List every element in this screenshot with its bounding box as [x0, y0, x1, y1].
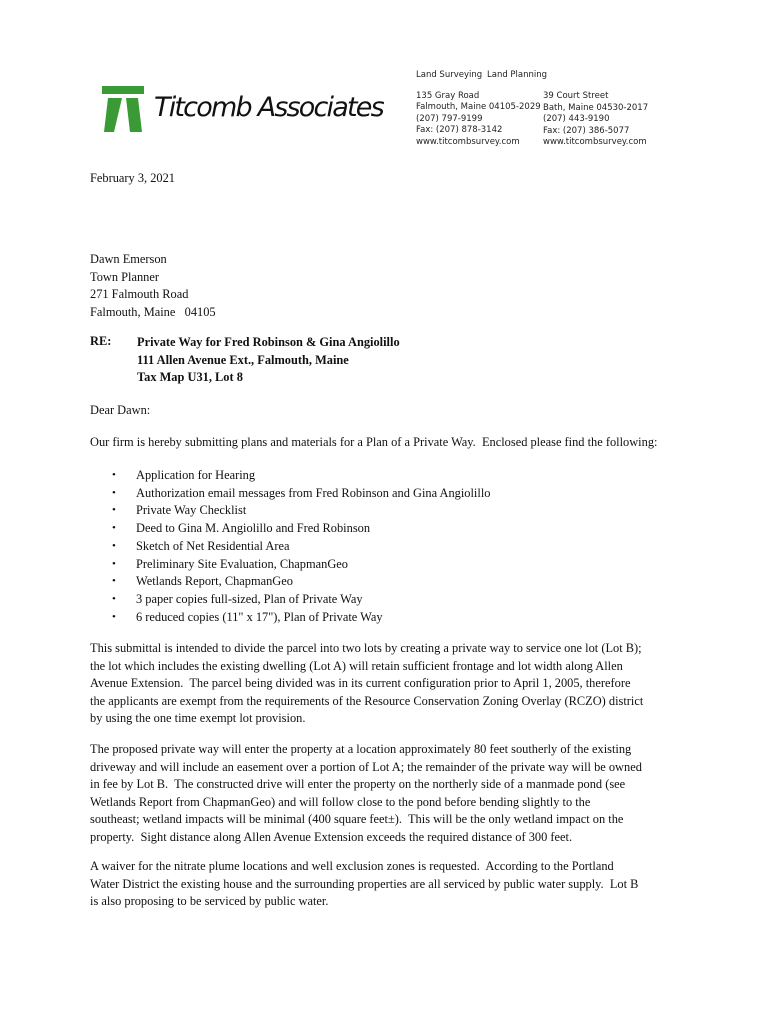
list-item: • 3 paper copies full-sized, Plan of Private Way	[90, 591, 490, 609]
bullet-icon: •	[112, 486, 116, 499]
bullet-icon: •	[112, 610, 116, 623]
letter-date: February 3, 2021	[90, 171, 175, 185]
body-paragraph-2: The proposed private way will enter the property at a location approximately 80 feet southerly of the existing driveway and will include an easement over a portion of Lot A; the remainder of the private way will be owned in fee by Lot B. The constructed drive will enter the property on the northerly side of a manmade pond (see Wetlands Report from ChapmanGeo) and will follow close to the pond before bending slightly to the southeast; wetland impacts will be minimal (400 square feet±). This will be the only wetland impact on the property. Sight distance along Allen Avenue Extension exceeds the required distance of 300 feet.	[90, 742, 642, 844]
office-bath	[543, 91, 648, 149]
re-subject	[137, 334, 400, 387]
bath-fax: Fax: (207) 386-5077	[543, 125, 630, 136]
bath-website[interactable]: www.titcombsurvey.com	[543, 137, 647, 148]
list-item: • Application for Hearing	[90, 467, 490, 485]
bath-street: 39 Court Street	[543, 91, 609, 101]
salutation: Dear Dawn:	[90, 403, 151, 417]
list-item: • Wetlands Report, ChapmanGeo	[90, 573, 490, 591]
bullet-icon: •	[112, 557, 116, 570]
list-item: • Private Way Checklist	[90, 502, 490, 520]
re-line: 111 Allen Avenue Ext., Falmouth, Maine	[137, 352, 349, 367]
re-line: Private Way for Fred Robinson & Gina Angiolillo	[137, 335, 400, 349]
list-item: • Sketch of Net Residential Area	[90, 538, 490, 556]
re-line: Tax Map U31, Lot 8	[137, 370, 243, 385]
falmouth-city: Falmouth, Maine 04105-2029	[416, 102, 541, 113]
falmouth-website[interactable]: www.titcombsurvey.com	[416, 136, 520, 147]
re-label: RE:	[90, 334, 112, 348]
recipient-street: 271 Falmouth Road	[90, 287, 189, 302]
bullet-icon: •	[112, 469, 116, 481]
body-paragraph-3: A waiver for the nitrate plume locations and well exclusion zones is requested. According to the Portland Water District the existing house and the surrounding properties are all serviced by public water supply. Lot B is also proposing to be serviced by public water.	[90, 859, 639, 909]
bullet-icon: •	[112, 504, 116, 517]
company-logo-icon	[102, 86, 144, 134]
bullet-icon: •	[112, 539, 116, 552]
list-item: • Authorization email messages from Fred Robinson and Gina Angiolillo	[90, 485, 490, 503]
body-paragraph-1: This submittal is intended to divide the parcel into two lots by creating a private way to service one lot (Lot B); the lot which includes the existing dwelling (Lot A) will retain sufficient frontage and lot width along Allen Avenue Extension. The parcel being divided was in its current configuration prior to April 1, 2005, therefore the applicants are exempt from the requirements of the Resource Conservation Zoning Overlay (RCZO) district by using the one time exempt lot provision.	[90, 641, 644, 726]
falmouth-fax: Fax: (207) 878-3142	[416, 125, 503, 136]
company-name: Titcomb Associates	[154, 92, 383, 123]
office-falmouth	[416, 70, 541, 149]
bullet-icon: •	[112, 522, 116, 535]
intro-paragraph: Our firm is hereby submitting plans and materials for a Plan of a Private Way. Enclosed please find the following:	[90, 435, 658, 449]
recipient-name: Dawn Emerson	[90, 252, 167, 266]
list-item: • 6 reduced copies (11" x 17"), Plan of Private Way	[90, 609, 490, 627]
recipient-address	[90, 251, 730, 321]
enclosure-list	[90, 467, 490, 626]
falmouth-street: 135 Gray Road	[416, 90, 480, 101]
bullet-icon: •	[112, 592, 116, 605]
bullet-icon: •	[112, 575, 116, 588]
recipient-city: Falmouth, Maine 04105	[90, 304, 216, 319]
bath-phone: (207) 443-9190	[543, 114, 610, 125]
list-item: • Preliminary Site Evaluation, ChapmanGeo	[90, 556, 490, 574]
falmouth-phone: (207) 797-9199	[416, 113, 483, 124]
service-land-surveying: Land Surveying	[416, 70, 483, 80]
bath-city: Bath, Maine 04530-2017	[543, 102, 649, 113]
recipient-title: Town Planner	[90, 269, 159, 284]
list-item: • Deed to Gina M. Angiolillo and Fred Robinson	[90, 520, 490, 538]
service-land-planning: Land Planning	[487, 70, 548, 80]
